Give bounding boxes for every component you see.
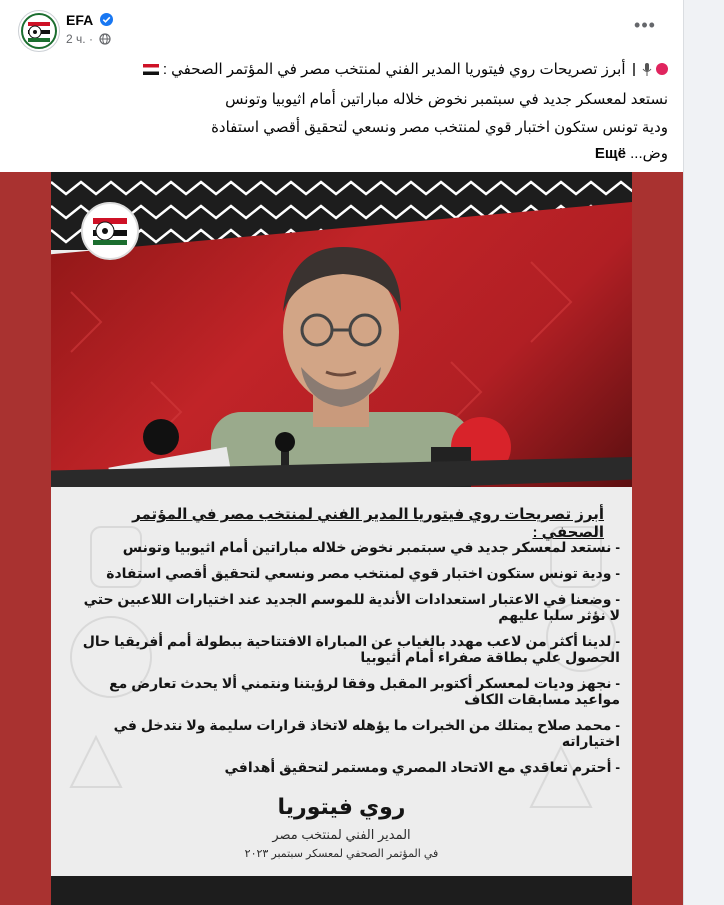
more-options-button[interactable]: ••• (634, 15, 656, 35)
poster-text-area (51, 487, 632, 905)
post-header (18, 10, 669, 50)
post-text-truncated: وض... (630, 145, 668, 162)
red-circle-icon (656, 63, 668, 75)
statement-item: - أحترم تعاقدي مع الاتحاد المصري ومستمر لتحقيق أهدافي (224, 759, 620, 775)
efa-logo-avatar[interactable] (18, 10, 60, 52)
statement-item: - لدينا أكثر من لاعب مهدد بالغياب عن المباراة الافتتاحية ببطولة أمم أفريقيا حال الحصول علي بطاقة صفراء أمام أثيوبيا (82, 633, 620, 665)
statement-item: - ودية تونس ستكون اختبار قوي لمنتخب مصر ونسعي لتحقيق أقصي استفادة (106, 565, 620, 581)
post-text-line-3: ودية تونس ستكون اختبار قوي لمنتخب مصر ونسعي لتحقيق أقصي استفادة (211, 119, 668, 136)
signature-role: المدير الفني لمنتخب مصر (272, 827, 411, 842)
post-text-line-1-content: أبرز تصريحات روي فيتوريا المدير الفني لمنتخب مصر في المؤتمر الصحفي : (162, 61, 626, 78)
poster-efa-logo (81, 202, 139, 260)
meta-separator: · (88, 32, 93, 46)
press-conference-poster (51, 172, 632, 905)
post-text-line-1 (18, 60, 668, 78)
statement-item: - نجهز وديات لمعسكر أكتوبر المقبل وفقا لرؤيتنا ونتمني ألا يحدث تعارض مع مواعيد مسابقات الكاف (109, 675, 620, 707)
post-text-line-4 (18, 144, 668, 162)
globe-icon (99, 33, 111, 48)
microphone-icon (642, 63, 652, 76)
text-separator-icon (633, 63, 635, 76)
statement-item: - وضعنا في الاعتبار استعدادات الأندية للموسم الجديد عند اختيارات اللاعبين حتي لا نؤثر سلبا عليهم (83, 591, 620, 623)
statements-list (70, 539, 620, 785)
statement-item: - نستعد لمعسكر جديد في سبتمبر نخوض خلاله مباراتين أمام اثيوبيا وتونس (122, 539, 620, 555)
post-time[interactable]: 2 ч. (66, 32, 86, 46)
signature-name: روي فيتوريا (277, 794, 406, 819)
poster-title: أبرز تصريحات روي فيتوريا المدير الفني لمنتخب مصر في المؤتمر الصحفي : (132, 506, 604, 541)
egypt-flag-icon (143, 64, 159, 75)
page-name-link[interactable]: EFA (66, 12, 94, 28)
see-more-link[interactable]: Ещё (594, 145, 626, 162)
verified-badge-icon (100, 13, 113, 26)
signature-event: في المؤتمر الصحفي لمعسكر سبتمبر ٢٠٢٣ (244, 848, 439, 860)
poster-footer-strip (51, 876, 632, 905)
statement-item: - محمد صلاح يمتلك من الخبرات ما يؤهله لاتخاذ قرارات سليمة ولا نتدخل في اختياراته (113, 717, 620, 749)
post-text-line-2: نستعد لمعسكر جديد في سبتمبر نخوض خلاله مباراتين أمام اثيوبيا وتونس (225, 91, 668, 108)
post-photo[interactable] (0, 172, 683, 905)
post-meta (66, 32, 111, 48)
